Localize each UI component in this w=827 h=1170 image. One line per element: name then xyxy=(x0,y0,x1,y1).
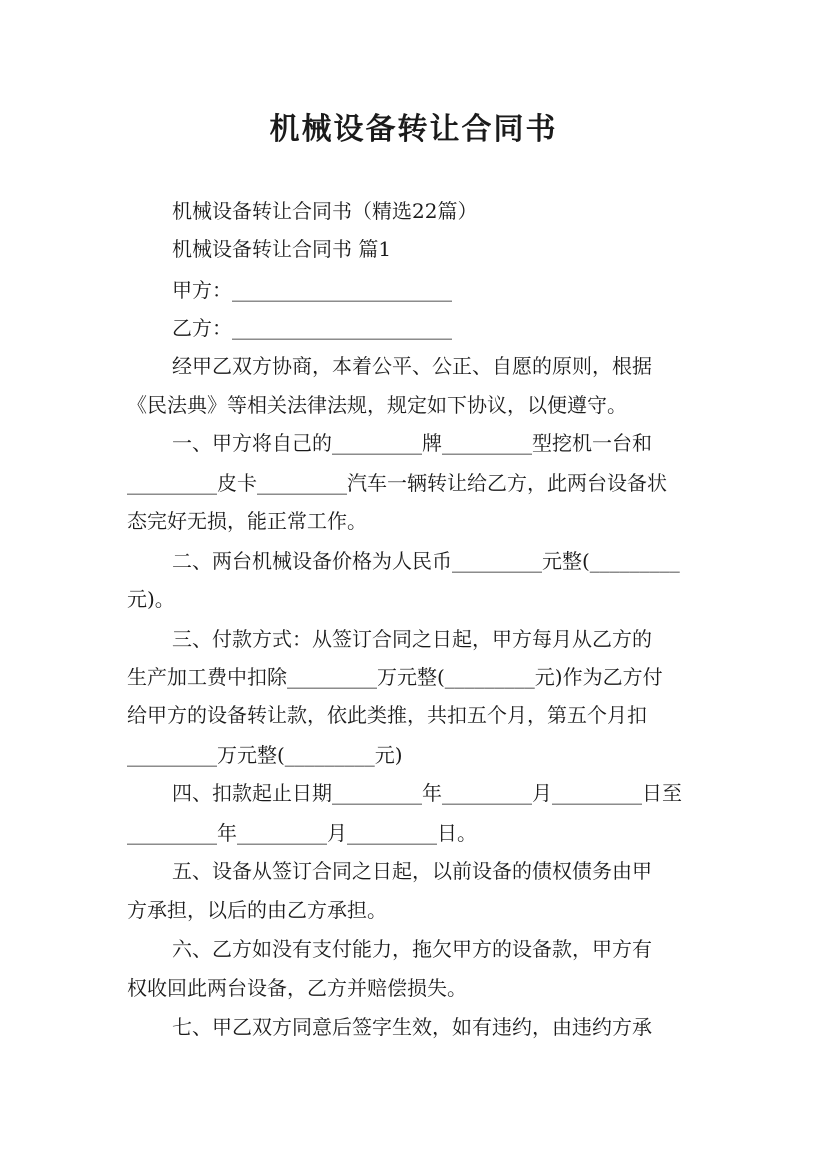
paragraph-line: 经甲乙双方协商，本着公平、公正、自愿的原则，根据 xyxy=(172,354,652,378)
clause-2-line: 元)。 xyxy=(127,587,175,611)
clause-1-line: _________皮卡_________汽车一辆转让给乙方，此两台设备状 xyxy=(127,471,667,495)
subtitle-line: 机械设备转让合同书（精选22篇） xyxy=(172,199,478,223)
party-a-line: 甲方：______________________ xyxy=(172,278,452,302)
clause-2-line: 二、两台机械设备价格为人民币_________元整(_________ xyxy=(172,549,680,573)
clause-5-line: 方承担，以后的由乙方承担。 xyxy=(127,898,387,922)
clause-4-line: _________年_________月_________日。 xyxy=(127,821,477,845)
clause-6-line: 六、乙方如没有支付能力，拖欠甲方的设备款，甲方有 xyxy=(172,937,652,961)
party-b-line: 乙方：______________________ xyxy=(172,316,452,340)
chapter-heading: 机械设备转让合同书 篇1 xyxy=(172,237,392,261)
document-title: 机械设备转让合同书 xyxy=(269,112,558,147)
clause-6-line: 权收回此两台设备，乙方并赔偿损失。 xyxy=(127,976,467,1000)
clause-1-line: 态完好无损，能正常工作。 xyxy=(127,509,367,533)
clause-7-line: 七、甲乙双方同意后签字生效，如有违约，由违约方承 xyxy=(172,1015,652,1039)
clause-3-line: 给甲方的设备转让款，依此类推，共扣五个月，第五个月扣 xyxy=(127,703,647,727)
paragraph-line: 《民法典》等相关法律法规，规定如下协议，以便遵守。 xyxy=(127,393,627,417)
clause-3-line: 生产加工费中扣除_________万元整(_________元)作为乙方付 xyxy=(127,665,663,689)
clause-4-line: 四、扣款起止日期_________年_________月_________日至 xyxy=(172,781,682,805)
clause-1-line: 一、甲方将自己的_________牌_________型挖机一台和 xyxy=(172,431,652,455)
clause-5-line: 五、设备从签订合同之日起，以前设备的债权债务由甲 xyxy=(172,859,652,883)
clause-3-line: _________万元整(_________元) xyxy=(127,743,403,767)
clause-3-line: 三、付款方式：从签订合同之日起，甲方每月从乙方的 xyxy=(172,627,652,651)
